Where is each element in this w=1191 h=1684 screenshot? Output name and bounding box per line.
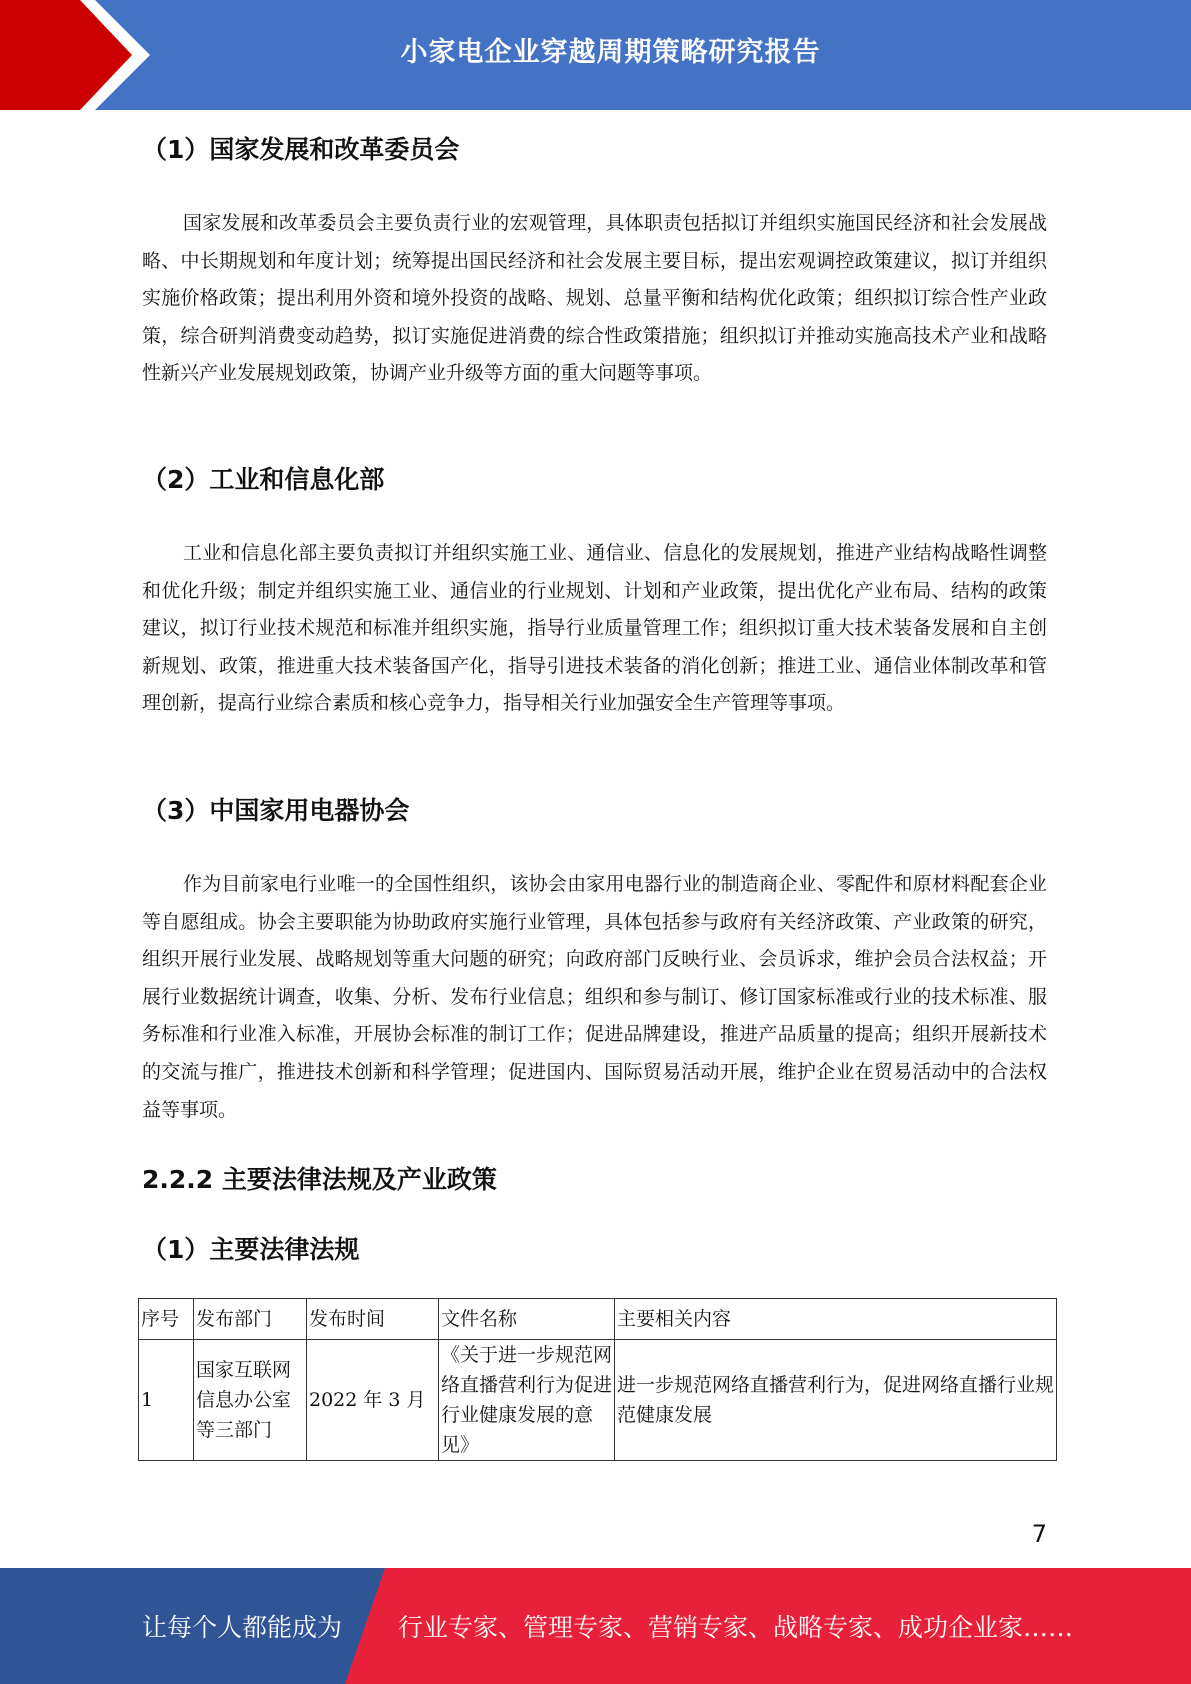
header-cell: 发布时间 [307,1299,439,1340]
footer-slogan-right: 行业专家、管理专家、营销专家、战略专家、成功企业家…… [398,1613,1074,1642]
header-cell: 序号 [139,1299,194,1340]
report-title: 小家电企业穿越周期策略研究报告 [400,37,821,68]
page-number: 7 [1031,1520,1047,1548]
table-row [139,1340,1057,1461]
paragraph-miit: 工业和信息化部主要负责拟订并组织实施工业、通信业、信息化的发展规划，推进产业结构战略性调整和优化升级；制定并组织实施工业、通信业的行业规划、计划和产业政策，提出优化产业布局、结构的政策建议，拟订行业技术规范和标准并组织实施，指导行业质量管理工作；组织拟订重大技术装备发展和自主创新规划、政策，推进重大技术装备国产化，指导引进技术装备的消化创新；推进工业、通信业体制改革和管理创新，提高行业综合素质和核心竞争力，指导相关行业加强安全生产管理等事项。 [142,542,1047,715]
header-cell: 发布部门 [194,1299,307,1340]
table-header-row [139,1299,1057,1340]
footer-slogan-left: 让每个人都能成为 [142,1613,343,1642]
table-cell: 国家互联网信息办公室等三部门 [194,1340,307,1461]
paragraph-ndrc: 国家发展和改革委员会主要负责行业的宏观管理，具体职责包括拟订并组织实施国民经济和社会发展战略、中长期规划和年度计划；统筹提出国民经济和社会发展主要目标，提出宏观调控政策建议，拟订并组织实施价格政策；提出利用外资和境外投资的战略、规划、总量平衡和结构优化政策；组织拟订综合性产业政策，综合研判消费变动趋势，拟订实施促进消费的综合性政策措施；组织拟订并推动实施高技术产业和战略性新兴产业发展规划政策，协调产业升级等方面的重大问题等事项。 [142,212,1047,385]
header-cell: 文件名称 [439,1299,615,1340]
section-heading-miit: （2）工业和信息化部 [142,465,385,494]
section-heading-cheaa: （3）中国家用电器协会 [142,796,410,825]
page-footer [0,1568,1191,1684]
section-heading-main-laws: （1）主要法律法规 [142,1235,360,1264]
section-heading-laws-policies: 2.2.2 主要法律法规及产业政策 [142,1165,497,1194]
table-cell: 进一步规范网络直播营利行为，促进网络直播行业规范健康发展 [615,1340,1057,1461]
page-header [0,0,1191,110]
header-cell: 主要相关内容 [615,1299,1057,1340]
table-cell: 1 [139,1340,194,1461]
laws-table [138,1298,1057,1461]
section-heading-ndrc: （1）国家发展和改革委员会 [142,135,460,164]
table-cell: 2022 年 3 月 [307,1340,439,1461]
paragraph-cheaa: 作为目前家电行业唯一的全国性组织，该协会由家用电器行业的制造商企业、零配件和原材料配套企业等自愿组成。协会主要职能为协助政府实施行业管理，具体包括参与政府有关经济政策、产业政策的研究，组织开展行业发展、战略规划等重大问题的研究；向政府部门反映行业、会员诉求，维护会员合法权益；开展行业数据统计调查，收集、分析、发布行业信息；组织和参与制订、修订国家标准或行业的技术标准、服务标准和行业准入标准，开展协会标准的制订工作；促进品牌建设，推进产品质量的提高；组织开展新技术的交流与推广，推进技术创新和科学管理；促进国内、国际贸易活动开展，维护企业在贸易活动中的合法权益等事项。 [142,873,1047,1121]
table-cell: 《关于进一步规范网络直播营利行为促进行业健康发展的意见》 [439,1340,615,1461]
laws-table-clip [0,1298,1191,1470]
